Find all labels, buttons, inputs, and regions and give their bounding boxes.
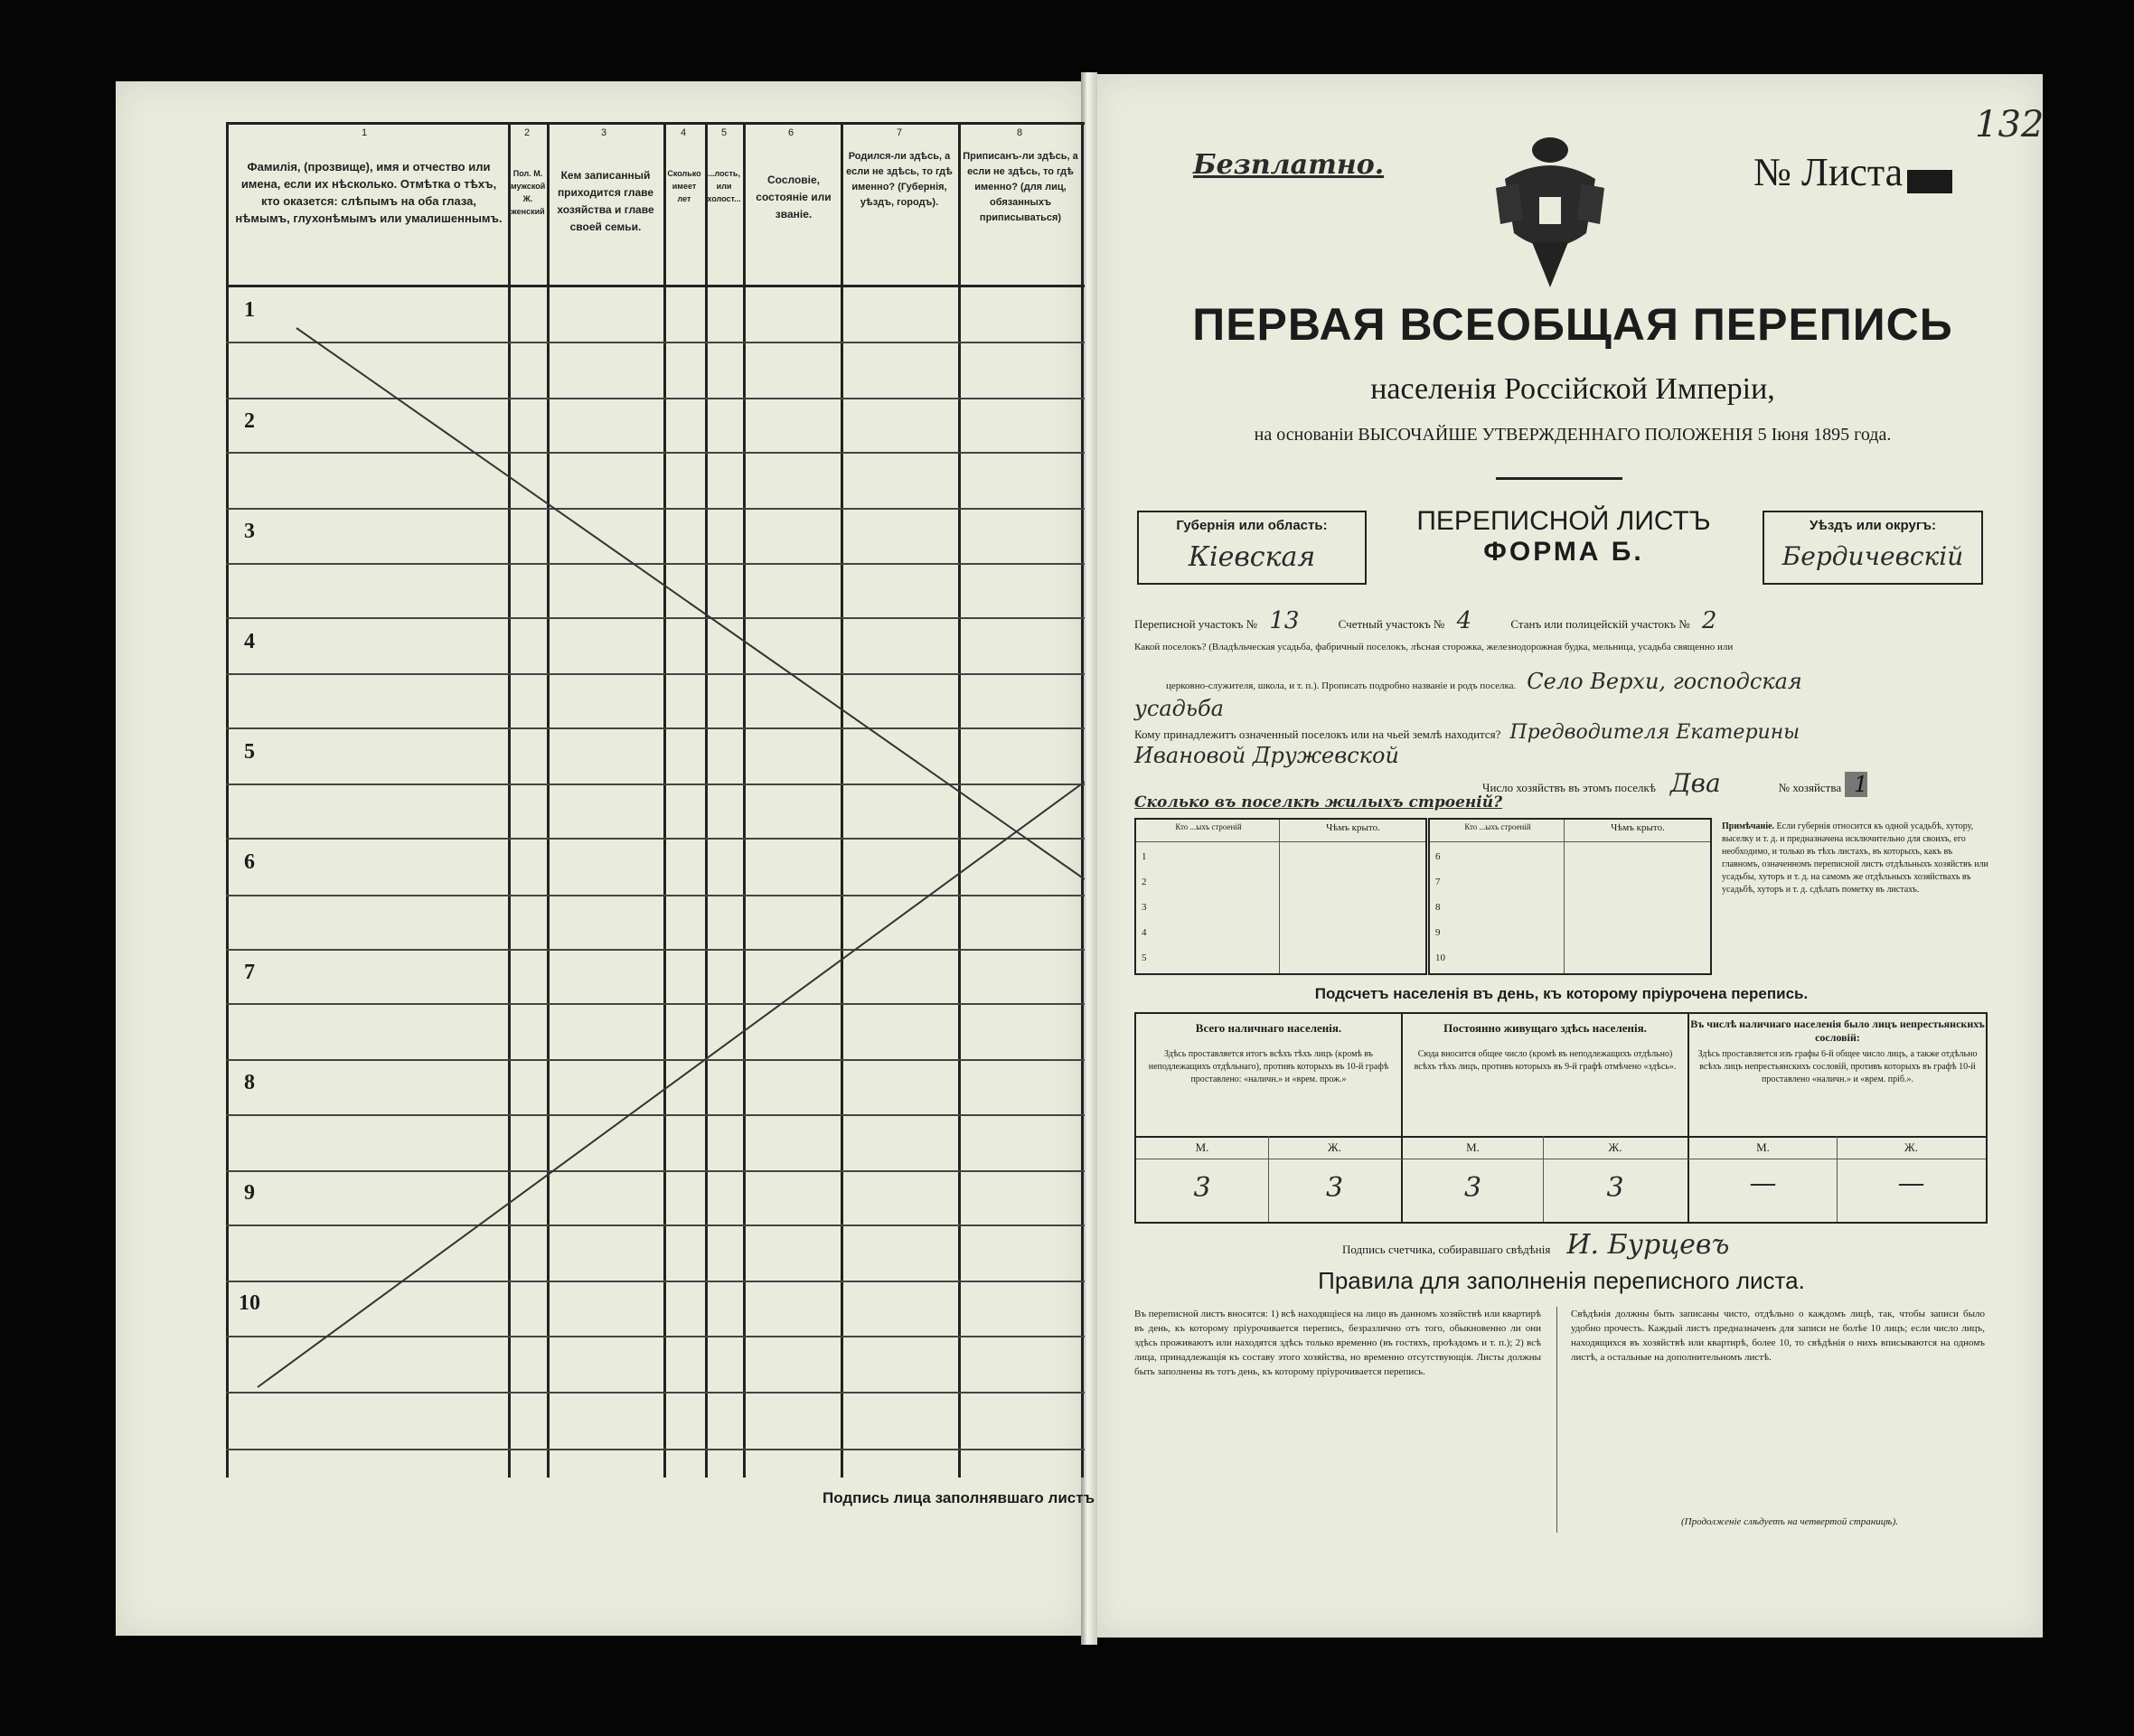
row-number: 4 — [244, 630, 255, 653]
col-header-relation: Кем записанный приходится главе хозяйства и главе своей семьи. — [557, 169, 654, 233]
count-f-label: Ж. — [1904, 1140, 1918, 1154]
col-num-4: 4 — [681, 127, 687, 138]
rules-continued: (Продолженіе слѣдуетъ на четвертой страницѣ). — [1681, 1516, 1898, 1527]
note-text: Если губернія относится къ одной усадьбѣ, хутору, выселку и т. д. и предназначена исключительно для своихъ, его необходимо, и только въ тѣхъ листахъ, въ которыхъ, какъ въ главномъ, означенномъ переписной листъ отдѣльныхъ хозяйствъ или усадьбы, хуторъ и т. д. на самомъ же отдѣльныхъ хозяйствахъ въ усадьбѣ, хуторъ и т. д. сдѣлать пометку въ листахъ. — [1722, 821, 1988, 895]
count-title: Подсчетъ населенія въ день, къ которому пріурочена перепись. — [1314, 985, 1809, 1002]
count-m-label: М. — [1466, 1140, 1480, 1154]
stan-label: Станъ или полицейскій участокъ № — [1510, 617, 1690, 631]
signature-label: Подпись счетчика, собиравшаго свѣдѣнія — [1342, 1243, 1551, 1256]
count-f-label: Ж. — [1328, 1140, 1341, 1154]
col-num-2: 2 — [524, 127, 531, 138]
census-line — [1134, 607, 1993, 634]
uezd-value: Бердичевскій — [1781, 541, 1964, 571]
buildings-table-b — [1428, 818, 1712, 975]
coat-of-arms-icon — [1496, 134, 1604, 292]
bld-col-roof: Чѣмъ крыто. — [1611, 822, 1665, 833]
bld-col-roof: Чѣмъ крыто. — [1326, 822, 1380, 833]
row-number: 5 — [244, 740, 255, 764]
page-title: ПЕРВАЯ ВСЕОБЩАЯ ПЕРЕПИСЬ — [1192, 299, 1953, 350]
count-value: 3 — [1463, 1172, 1482, 1204]
gubernia-label: Губернія или область: — [1176, 518, 1328, 533]
bld-row: 1 — [1142, 851, 1147, 862]
count-value: 3 — [1325, 1172, 1344, 1204]
bld-row: 9 — [1435, 927, 1441, 938]
col-num-8: 8 — [1017, 127, 1023, 138]
gubernia-box — [1137, 511, 1367, 585]
form-heading — [1365, 506, 1763, 568]
col-header-estate: Сословіе, состояніе или званіе. — [756, 174, 832, 221]
rules-right-text: Свѣдѣнія должны быть записаны чисто, отдѣльно о каждомъ лицѣ, так, чтобы записи было удобно прочесть. Каждый листъ предназначенъ для записи не болѣе 10 лицъ; если число лицъ, находящихся въ хозяйствѣ или квартирѣ, более 10, то свѣдѣнія о нихъ вписываются на одномъ листѣ, а остальные на дополнительномъ листѣ. — [1571, 1309, 1985, 1363]
bld-row: 4 — [1142, 927, 1147, 938]
col-header-sex: Пол. М. мужской Ж. женский — [511, 169, 546, 216]
page-number-label: № Листа — [1753, 150, 1904, 194]
col-header-marital: ...лость, или холост... — [707, 169, 741, 203]
settlement-question: Какой поселокъ? (Владѣльческая усадьба, фабричный поселокъ, лѣсная сторожка, железнодорожная будка, мельница, усадьба священно или — [1134, 642, 1734, 652]
uezd-box — [1763, 511, 1983, 585]
settlement-value: Село Верхи, господская — [1527, 669, 1802, 694]
count-col-present-text: Здѣсь проставляется итогъ всѣхъ тѣхъ лицъ (кромѣ въ неподлежащихъ отдѣльнаго), противъ которыхъ въ 10-й графѣ проставлено: «наличн.» и «врем. прож.» — [1148, 1049, 1389, 1084]
census-label: Переписной участокъ № — [1134, 617, 1258, 631]
row-number: 1 — [244, 298, 255, 322]
household-no-label: № хозяйства — [1778, 781, 1842, 794]
rules-divider — [1556, 1307, 1557, 1533]
buildings-table-a — [1134, 818, 1427, 975]
cross-out-lines — [226, 122, 1085, 1478]
form-title: ПЕРЕПИСНОЙ ЛИСТЪ — [1416, 506, 1711, 536]
form-code: ФОРМА Б. — [1483, 537, 1644, 567]
bld-row: 3 — [1142, 902, 1147, 913]
settlement-value-2: усадьба — [1134, 696, 1224, 721]
row-number: 2 — [244, 409, 255, 433]
signature-line — [1342, 1229, 1729, 1261]
col-header-age: Сколько имеет лет — [667, 169, 701, 203]
settlement-question-2: церковно-служителя, школа, и т. п.). Прописать подробно названіе и родъ поселка. — [1166, 680, 1517, 691]
owner-value: Предводителя Екатерины — [1509, 721, 1800, 744]
col-num-3: 3 — [601, 127, 607, 138]
corner-number: 132 — [1975, 104, 2045, 145]
count-value: — — [1749, 1168, 1777, 1199]
row-number: 8 — [244, 1071, 255, 1094]
title-divider — [1496, 477, 1622, 480]
count-col-resident-text: Сюда вносится общее число (кромѣ въ неподлежащихъ отдѣльно) всѣхъ тѣхъ лицъ, противъ которыхъ въ 9-й графѣ отмѣчено «здѣсь». — [1414, 1049, 1677, 1072]
census-value: 13 — [1269, 607, 1300, 634]
bld-row: 2 — [1142, 877, 1147, 887]
households-label: Число хозяйствъ въ этомъ поселкѣ — [1482, 781, 1656, 794]
col-num-5: 5 — [721, 127, 728, 138]
col-num-7: 7 — [897, 127, 903, 138]
rules-title: Правила для заполненія переписного листа. — [1318, 1267, 1805, 1294]
free-label: Безплатно. — [1193, 149, 1385, 181]
note — [1722, 821, 1988, 896]
household-no-value: 1 — [1845, 772, 1867, 797]
buildings-question: Сколько въ поселкѣ жилыхъ строеній? — [1134, 793, 1503, 812]
col-header-birthplace: Родился-ли здѣсь, а если не здѣсь, то гдѣ именно? (Губернія, уѣздъ, городъ). — [846, 151, 953, 208]
row-number: 6 — [244, 850, 255, 874]
bld-row: 8 — [1435, 902, 1441, 913]
owner-question: Кому принадлежитъ означенный поселокъ или на чьей землѣ находится? — [1134, 727, 1501, 741]
row-number: 9 — [244, 1181, 255, 1205]
owner-value-2: Ивановой Дружевской — [1134, 743, 1399, 768]
bld-col-who: Кто ...ыхъ строеній — [1175, 822, 1242, 831]
count-value: 3 — [1193, 1172, 1211, 1204]
row-number: 3 — [244, 520, 255, 543]
count-table — [1134, 1012, 1988, 1224]
count-m-label: М. — [1756, 1140, 1770, 1154]
left-table — [226, 122, 1085, 1478]
settlement-line — [1166, 669, 2025, 694]
count-value: 3 — [1606, 1172, 1624, 1204]
bld-col-who: Кто ...ыхъ строеній — [1464, 822, 1531, 831]
col-header-registered: Приписанъ-ли здѣсь, а если не здѣсь, то гдѣ именно? (для лиц, обязанныхъ приписываться) — [963, 151, 1078, 223]
count-col-nonpeasant-head: Въ числѣ наличнаго населенія было лицъ непрестьянскихъ сословій: — [1690, 1018, 1985, 1044]
households-value: Два — [1669, 768, 1721, 798]
count-value: 4 — [1456, 607, 1472, 634]
bld-row: 10 — [1435, 952, 1445, 963]
count-col-nonpeasant-text: Здѣсь проставляется изъ графы 6-й общее число лицъ, а также отдѣльно всѣхъ лицъ непрестьянскихъ сословій, противъ которыхъ въ графѣ 10-й проставлено «наличн.» и «врем. пріб.». — [1697, 1049, 1978, 1084]
count-m-label: М. — [1195, 1140, 1209, 1154]
col-header-name: Фамилія, (прозвище), имя и отчество или имена, если их нѣсколько. Отмѣтка о тѣхъ, кто оказется: слѣпымъ на оба глаза, нѣмымъ, глухонѣмымъ или умалишеннымъ. — [235, 160, 503, 225]
households-line — [1482, 768, 1988, 798]
owner-line — [1134, 721, 2002, 744]
count-value: — — [1897, 1168, 1925, 1199]
note-title: Примѣчаніе. — [1722, 821, 1775, 831]
bld-row: 6 — [1435, 851, 1441, 862]
count-label: Счетный участокъ № — [1338, 617, 1445, 631]
col-num-6: 6 — [788, 127, 794, 138]
redaction-mark — [1907, 170, 1952, 193]
row-number: 10 — [239, 1291, 260, 1315]
count-f-label: Ж. — [1608, 1140, 1622, 1154]
bld-row: 5 — [1142, 952, 1147, 963]
count-col-present-head: Всего наличнаго населенія. — [1195, 1021, 1342, 1035]
gubernia-value: Кіевская — [1188, 541, 1316, 573]
rules-left-text: Въ переписной листъ вносятся: 1) всѣ находящіеся на лицо въ данномъ хозяйствѣ или квартирѣ въ день, къ которому пріурочивается перепись, безразлично отъ того, обыкновенно ли они здѣсь проживаютъ или находятся здѣсь только временно (въ гостяхъ, проѣздомъ и т. п.); 2) всѣ лица, принадлежащія къ составу этого хозяйства, но временно отсутствующія. Листы должны быть заполнены въ тотъ день, къ которому пріурочивается перепись. — [1134, 1309, 1541, 1377]
stan-value: 2 — [1701, 607, 1717, 634]
uezd-label: Уѣздъ или округъ: — [1809, 518, 1937, 533]
signature-value: И. Бурцевъ — [1566, 1229, 1730, 1261]
bld-row: 7 — [1435, 877, 1441, 887]
page-basis: на основаніи ВЫСОЧАЙШЕ УТВЕРЖДЕННАГО ПОЛОЖЕНІЯ 5 Іюня 1895 года. — [1254, 425, 1892, 445]
left-footer-signature: Подпись лица заполнявшаго листъ — [823, 1489, 1095, 1506]
page-subtitle: населенія Россійской Имперіи, — [1370, 372, 1775, 406]
col-num-1: 1 — [362, 127, 368, 138]
count-col-resident-head: Постоянно живущаго здѣсь населенія. — [1443, 1021, 1647, 1035]
row-number: 7 — [244, 961, 255, 984]
